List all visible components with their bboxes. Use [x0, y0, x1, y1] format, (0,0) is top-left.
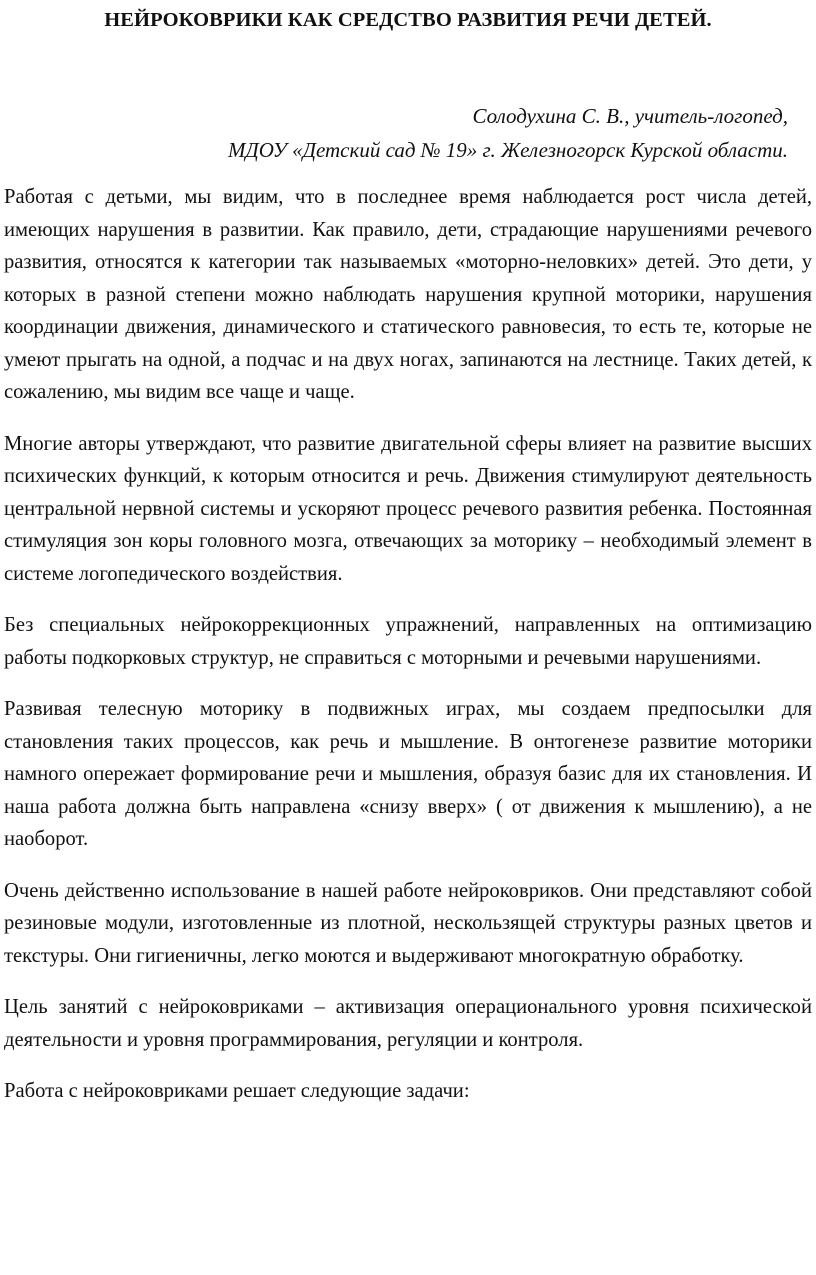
author-block [228, 99, 788, 167]
paragraph: Работая с детьми, мы видим, что в последнее время наблюдается рост числа детей, имеющих нарушения в развитии. Как правило, дети, страдающие нарушениями речевого развития, относятся к категории так называемых «моторно-неловких» детей. Это дети, у которых в разной степени можно наблюдать нарушения крупной моторики, нарушения координации движения, динамического и статического равновесия, то есть те, которые не умеют прыгать на одной, а подчас и на двух ногах, запинаются на лестнице. Таких детей, к сожалению, мы видим все чаще и чаще. [4, 186, 812, 403]
document-title: НЕЙРОКОВРИКИ КАК СРЕДСТВО РАЗВИТИЯ РЕЧИ ДЕТЕЙ. [104, 9, 712, 31]
document-body [4, 181, 812, 1108]
paragraph: Без специальных нейрокоррекционных упражнений, направленных на оптимизацию работы подкорковых структур, не справиться с моторными и речевыми нарушениями. [4, 614, 812, 669]
paragraph: Очень действенно использование в нашей работе нейроковриков. Они представляют собой резиновые модули, изготовленные из плотной, нескользящей структуры разных цветов и текстуры. Они гигиеничны, легко моются и выдерживают многократную обработку. [4, 879, 812, 967]
author-name-line: Солодухина С. В., учитель-логопед, [472, 104, 788, 128]
paragraph: Цель занятий с нейроковриками – активизация операционального уровня психической деятельности и уровня программирования, регуляции и контроля. [4, 996, 812, 1051]
paragraph: Работа с нейроковриками решает следующие задачи: [4, 1080, 470, 1102]
paragraph: Развивая телесную моторику в подвижных играх, мы создаем предпосылки для становления таких процессов, как речь и мышление. В онтогенезе развитие моторики намного опережает формирование речи и мышления, образуя базис для их становления. И наша работа должна быть направлена «снизу вверх» ( от движения к мышлению), а не наоборот. [4, 698, 812, 850]
paragraph: Многие авторы утверждают, что развитие двигательной сферы влияет на развитие высших психических функций, к которым относится и речь. Движения стимулируют деятельность центральной нервной системы и ускоряют процесс речевого развития ребенка. Постоянная стимуляция зон коры головного мозга, отвечающих за моторику – необходимый элемент в системе логопедического воздействия. [4, 432, 812, 585]
author-affiliation-line: МДОУ «Детский сад № 19» г. Железногорск Курской области. [227, 138, 788, 162]
